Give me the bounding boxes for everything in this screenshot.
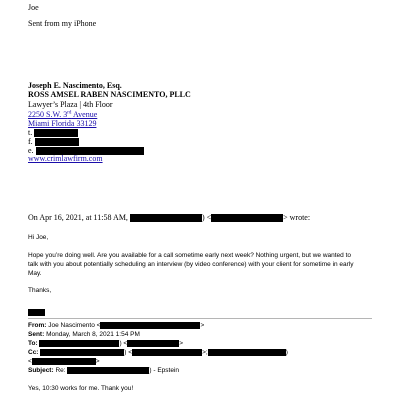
redaction-block	[211, 214, 283, 222]
forward-reply: Yes, 10:30 works for me. Thank you!	[28, 385, 134, 392]
sent-value: Monday, March 8, 2021 1:54 PM	[46, 331, 140, 338]
address-ordinal: rd	[67, 110, 72, 116]
address-street: 2250 S.W. 3	[28, 110, 68, 119]
from-value: Joe Nascimento <	[48, 322, 101, 330]
redaction-block	[100, 322, 200, 329]
sent-from-note: Sent from my iPhone	[28, 19, 97, 28]
email-label: e.	[28, 146, 34, 155]
quoted-wrote: > wrote:	[283, 213, 311, 222]
redaction-block	[35, 138, 79, 146]
signature-name: Joseph E. Nascimento, Esq.	[28, 81, 122, 90]
signature-phone	[28, 128, 78, 137]
subject-label: Subject:	[28, 367, 54, 375]
address-link[interactable]	[28, 110, 97, 119]
cc-separator-2: >;	[202, 349, 208, 357]
signature-office: Lawyer’s Plaza | 4th Floor	[28, 100, 113, 109]
forward-subject	[28, 367, 179, 374]
signature-address-line2[interactable]	[28, 119, 96, 128]
signature-firm: ROSS AMSEL RABEN NASCIMENTO, PLLC	[28, 90, 191, 99]
sent-label: Sent:	[28, 331, 45, 338]
cc-separator: ) <	[124, 349, 133, 357]
redaction-block	[39, 340, 119, 347]
redaction-block	[208, 349, 286, 356]
website-link[interactable]: www.crimlawfirm.com	[28, 154, 103, 163]
forward-divider	[28, 318, 372, 319]
to-separator: ) <	[119, 340, 128, 348]
quoted-separator: ) <	[201, 213, 212, 222]
city-link[interactable]: Miami Florida 33129	[28, 119, 97, 128]
forward-to	[28, 340, 183, 347]
from-label: From:	[28, 322, 47, 330]
quoted-body-line3: May.	[28, 270, 42, 277]
signature-address-line1[interactable]	[28, 110, 97, 119]
forward-cc	[28, 349, 288, 356]
forward-from	[28, 322, 204, 329]
redaction-block	[40, 349, 124, 356]
quoted-header	[28, 213, 310, 222]
cc-line2-open: <	[28, 358, 32, 366]
redaction-block	[67, 367, 149, 374]
cc-line2-close: >	[95, 358, 100, 366]
redaction-block	[34, 129, 78, 137]
address-avenue: Avenue	[71, 110, 98, 119]
from-close: >	[200, 322, 205, 330]
redaction-block	[130, 214, 202, 222]
fax-label: f.	[28, 137, 33, 146]
redaction-block	[28, 309, 45, 316]
quoted-body-line1: Hope you’re doing well. Are you available for a call sometime early next week? Nothing urgent, but we wanted to	[28, 252, 352, 259]
to-label: To:	[28, 340, 38, 348]
quoted-date: On Apr 16, 2021, at 11:58 AM,	[28, 213, 128, 222]
redaction-block	[132, 349, 202, 356]
phone-label: t.	[28, 128, 33, 137]
redaction-block	[32, 358, 96, 365]
quoted-closing: Thanks,	[28, 287, 52, 294]
quoted-greeting: Hi Joe,	[28, 234, 49, 241]
signature-website[interactable]	[28, 154, 103, 163]
cc-label: Cc:	[28, 349, 39, 357]
forward-sent	[28, 331, 140, 338]
signature-fax	[28, 137, 79, 146]
subject-prefix: Re:	[55, 367, 66, 375]
cc-close: )	[285, 349, 288, 357]
redaction-block	[127, 340, 179, 347]
to-close: >	[179, 340, 184, 348]
sender-first-name: Joe	[28, 3, 39, 12]
subject-suffix: ) - Epstein	[149, 367, 180, 375]
quoted-body-line2: talk with you about potentially scheduling an interview (by video conference) with your client for sometime in early	[28, 261, 354, 268]
forward-cc-line2	[28, 358, 100, 365]
